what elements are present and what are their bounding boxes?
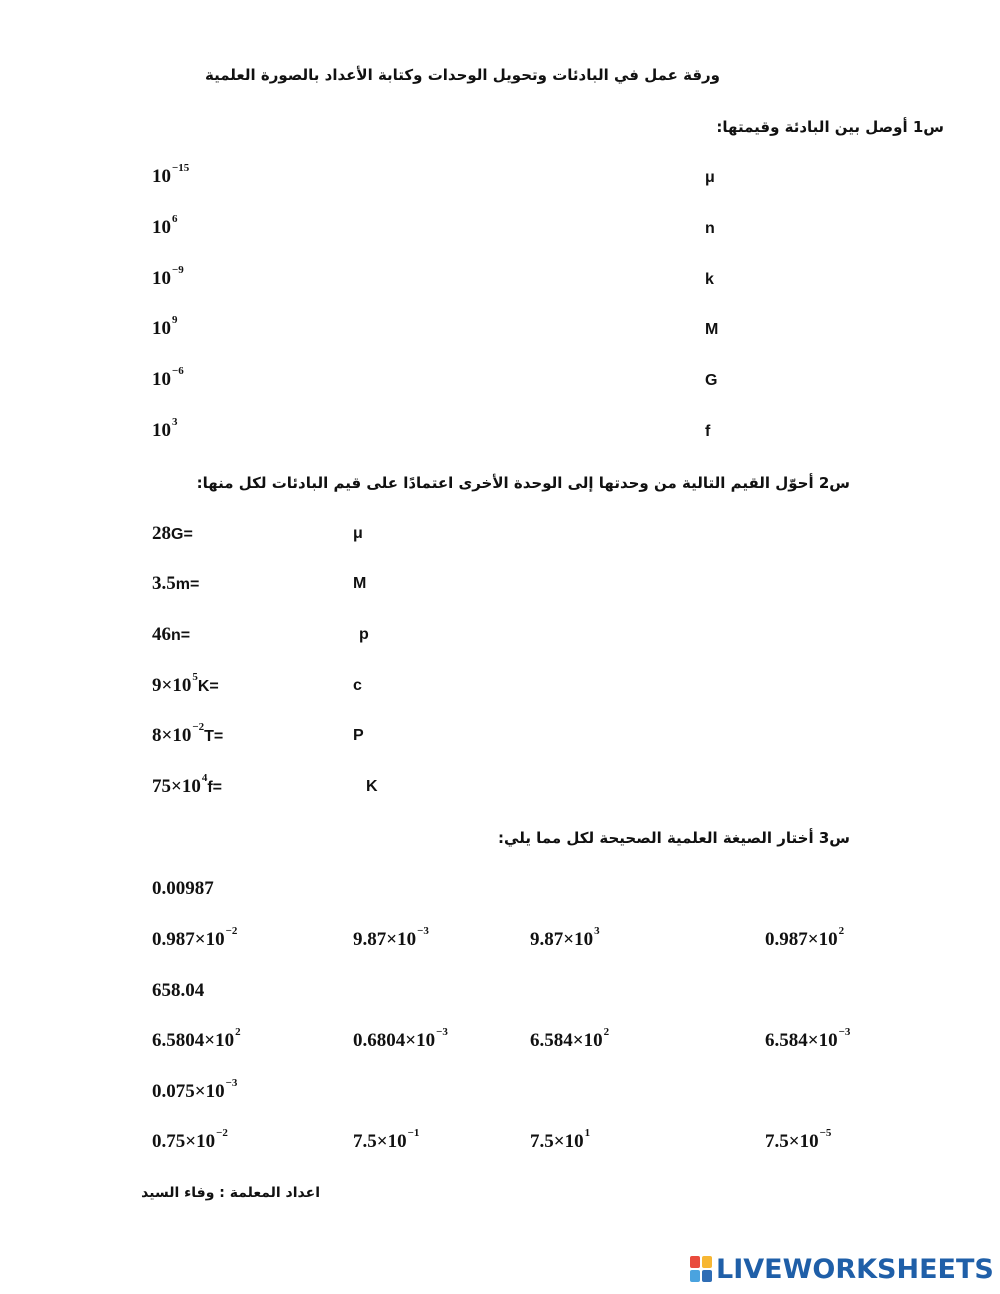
conversion-unit: T= <box>204 728 224 745</box>
answer-option-base: 7.5×10 <box>530 1131 584 1152</box>
power-of-ten-exponent: −6 <box>172 365 184 377</box>
prefix-symbol[interactable]: k <box>705 271 714 288</box>
power-of-ten[interactable] <box>152 365 184 391</box>
conversion-number: 8×10 <box>152 725 192 746</box>
answer-option[interactable] <box>353 1127 420 1153</box>
power-of-ten-exponent: 3 <box>172 416 178 428</box>
target-prefix: P <box>353 727 364 744</box>
conversion-number: 9×10 <box>152 675 192 696</box>
conversion-value <box>152 671 219 697</box>
answer-option-exponent: −3 <box>436 1026 448 1038</box>
answer-option-exponent: −1 <box>407 1127 420 1139</box>
answer-option-exponent: 2 <box>838 925 845 937</box>
power-of-ten-exponent: −9 <box>172 264 184 276</box>
answer-option-exponent: 1 <box>584 1127 591 1139</box>
answer-option[interactable] <box>152 925 238 951</box>
answer-option-exponent: −3 <box>417 925 429 937</box>
answer-option-exponent: 3 <box>594 925 600 937</box>
conversion-number: 28 <box>152 523 171 544</box>
prefix-symbol[interactable]: f <box>705 423 711 440</box>
answer-option-base: 7.5×10 <box>353 1131 407 1152</box>
liveworksheets-logo-icon <box>690 1256 712 1282</box>
prefix-symbol[interactable]: G <box>705 372 718 389</box>
q1-heading: س1 أوصل بين البادئة وقيمتها: <box>716 118 944 136</box>
power-of-ten[interactable] <box>152 264 184 290</box>
question-value-base: 0.075×10 <box>152 1081 225 1102</box>
conversion-unit: K= <box>197 678 219 695</box>
prefix-symbol[interactable]: μ <box>705 169 715 186</box>
answer-option-base: 6.5804×10 <box>152 1030 235 1051</box>
question-value <box>152 980 204 1002</box>
power-of-ten-base: 10 <box>152 268 171 289</box>
conversion-exponent: 4 <box>201 772 208 784</box>
power-of-ten-base: 10 <box>152 217 171 238</box>
target-prefix: M <box>353 575 367 592</box>
author-credit: اعداد المعلمة : وفاء السيد <box>141 1185 320 1201</box>
power-of-ten-base: 10 <box>152 369 171 390</box>
q2-heading: س2 أحوّل القيم التالية من وحدتها إلى الوحدة الأخرى اعتمادًا على قيم البادئات لكل منها: <box>196 474 850 492</box>
conversion-number: 75×10 <box>152 776 201 797</box>
answer-option[interactable] <box>353 925 429 951</box>
power-of-ten[interactable] <box>152 416 178 442</box>
question-value <box>152 878 214 900</box>
answer-option[interactable] <box>530 1026 610 1052</box>
power-of-ten[interactable] <box>152 162 190 188</box>
question-value <box>152 1077 238 1103</box>
prefix-symbol[interactable]: n <box>705 220 715 237</box>
answer-option-exponent: −3 <box>838 1026 851 1038</box>
question-value-base: 658.04 <box>152 980 205 1001</box>
conversion-value <box>152 772 222 798</box>
target-prefix: K <box>366 778 378 795</box>
power-of-ten[interactable] <box>152 314 178 340</box>
conversion-unit: f= <box>207 779 222 796</box>
answer-option-exponent: −2 <box>216 1127 228 1139</box>
power-of-ten-base: 10 <box>152 318 171 339</box>
power-of-ten-base: 10 <box>152 420 171 441</box>
conversion-number: 3.5 <box>152 573 176 594</box>
target-prefix: c <box>353 677 362 694</box>
answer-option-exponent: 2 <box>603 1026 610 1038</box>
brand-text: LIVEWORKSHEETS <box>716 1253 994 1285</box>
power-of-ten[interactable] <box>152 213 178 239</box>
conversion-value <box>152 523 193 545</box>
answer-option-exponent: 2 <box>235 1026 241 1038</box>
answer-option-base: 0.75×10 <box>152 1131 216 1152</box>
q3-heading: س3 أختار الصيغة العلمية الصحيحة لكل مما يلي: <box>498 829 850 847</box>
prefix-symbol[interactable]: M <box>705 321 719 338</box>
answer-option[interactable] <box>765 1026 851 1052</box>
target-prefix: μ <box>353 525 363 542</box>
answer-option[interactable] <box>530 1127 591 1153</box>
answer-option-exponent: −2 <box>225 925 238 937</box>
answer-option[interactable] <box>152 1026 241 1052</box>
page-title: ورقة عمل في البادئات وتحويل الوحدات وكتابة الأعداد بالصورة العلمية <box>205 66 720 84</box>
answer-option[interactable] <box>152 1127 228 1153</box>
answer-option-exponent: −5 <box>819 1127 832 1139</box>
conversion-unit: m= <box>175 576 200 593</box>
conversion-value <box>152 624 190 646</box>
answer-option-base: 0.987×10 <box>152 929 225 950</box>
conversion-exponent: 5 <box>192 671 198 683</box>
conversion-value <box>152 721 224 747</box>
answer-option-base: 9.87×10 <box>530 929 594 950</box>
conversion-value <box>152 573 199 595</box>
answer-option[interactable] <box>765 925 845 951</box>
answer-option-base: 6.584×10 <box>765 1030 838 1051</box>
liveworksheets-logo[interactable] <box>690 1253 994 1285</box>
answer-option[interactable] <box>530 925 600 951</box>
power-of-ten-exponent: 6 <box>172 213 178 225</box>
answer-option-base: 0.987×10 <box>765 929 838 950</box>
conversion-exponent: −2 <box>192 721 205 733</box>
question-value-exponent: −3 <box>225 1077 238 1089</box>
power-of-ten-base: 10 <box>152 166 171 187</box>
question-value-base: 0.00987 <box>152 878 214 899</box>
answer-option-base: 7.5×10 <box>765 1131 819 1152</box>
answer-option[interactable] <box>765 1127 832 1153</box>
power-of-ten-exponent: −15 <box>172 162 190 174</box>
answer-option-base: 0.6804×10 <box>353 1030 436 1051</box>
conversion-number: 46 <box>152 624 171 645</box>
conversion-unit: n= <box>171 627 191 644</box>
answer-option[interactable] <box>353 1026 448 1052</box>
power-of-ten-exponent: 9 <box>172 314 178 326</box>
answer-option-base: 6.584×10 <box>530 1030 603 1051</box>
conversion-unit: G= <box>171 526 193 543</box>
target-prefix: p <box>359 626 369 643</box>
answer-option-base: 9.87×10 <box>353 929 417 950</box>
